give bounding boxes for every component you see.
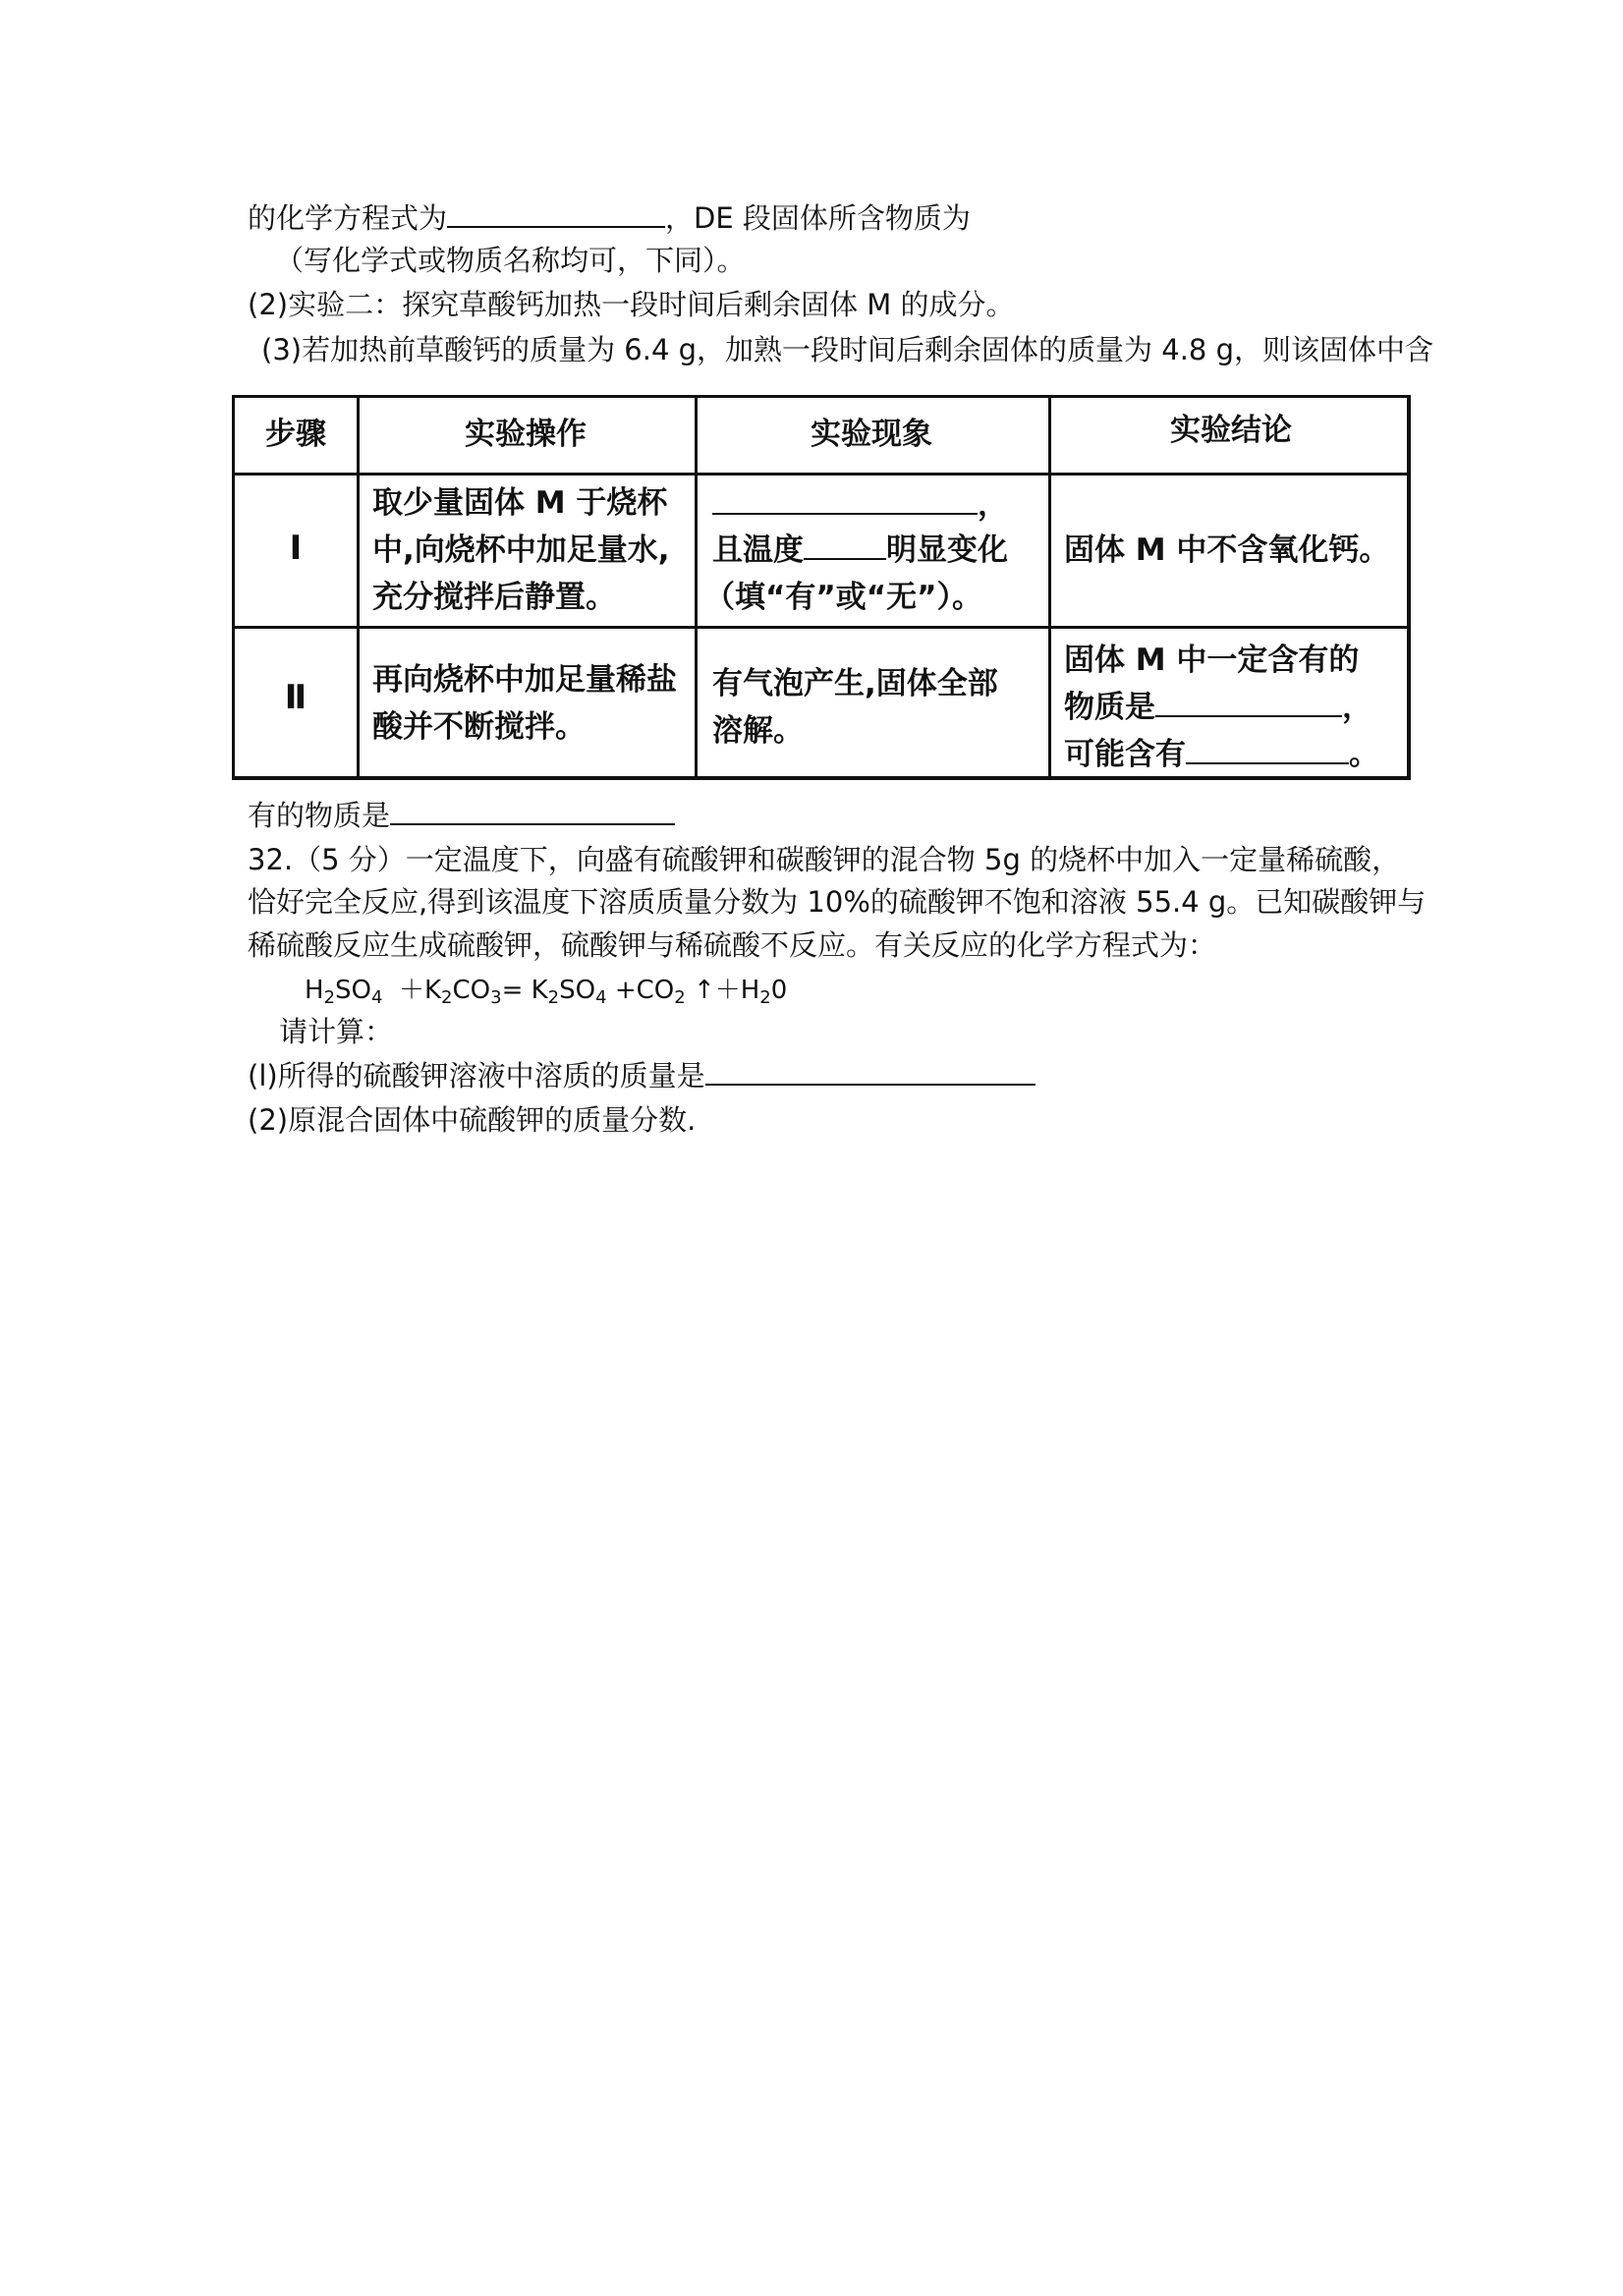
line-5 [248, 796, 675, 835]
row1-operation-3: 充分搅拌后静置。 [372, 580, 616, 615]
blank-solute-mass [705, 1056, 1035, 1086]
blank-must-contain [1155, 686, 1342, 717]
row1-phenomenon-1 [712, 480, 1008, 530]
header-step: 步骤 [265, 417, 326, 452]
blank-equation [447, 198, 665, 228]
row2-operation-2: 酸并不断搅拌。 [372, 709, 586, 745]
header-conclusion: 实验结论 [1170, 413, 1292, 448]
blank-phenomenon [712, 483, 978, 515]
header-operation: 实验操作 [465, 417, 587, 452]
q32-line-2: 恰好完全反应,得到该温度下溶质质量分数为 10%的硫酸钾不饱和溶液 55.4 g。已知碳酸钾与 [248, 885, 1427, 919]
row1-phenomenon-3: （填“有”或“无”）。 [704, 580, 982, 615]
row1-phenomenon-comma: ， [978, 487, 1008, 523]
q32-line-4: 请计算： [279, 1015, 394, 1048]
line-4: (3)若加热前草酸钙的质量为 6.4 g，加熟一段时间后剩余固体的质量为 4.8 g，则该固体中含 [261, 333, 1434, 366]
blank-contained-substance [390, 796, 675, 825]
row1-step: Ⅰ [289, 529, 303, 568]
blank-temperature [804, 529, 886, 560]
row2-step: Ⅱ [284, 678, 308, 717]
blank-may-contain [1186, 733, 1349, 764]
row2-conclusion-comma: ， [1342, 690, 1372, 725]
experiment-table [232, 395, 1411, 780]
q32-line-5: (l)所得的硫酸钾溶液中溶质的质量是 [248, 1056, 1035, 1095]
row2-phenomenon-2: 溶解。 [712, 713, 804, 749]
row2-conclusion-1: 固体 M 中一定含有的 [1064, 643, 1360, 678]
row1-phenomenon-temp: 且温度 [712, 532, 804, 568]
line-5-text: 有的物质是 [248, 799, 391, 832]
row2-conclusion-3 [1064, 730, 1379, 779]
line-1-middle: ，DE 段固体所含物质为 [665, 201, 971, 235]
q32-line-1: 32.（5 分）一定温度下，向盛有硫酸钾和碳酸钾的混合物 5g 的烧杯中加入一定量稀硫酸， [248, 843, 1401, 876]
q32-line-3: 稀硫酸反应生成硫酸钾，硫酸钾与稀硫酸不反应。有关反应的化学方程式为： [248, 928, 1217, 962]
line-1-prefix: 的化学方程式为 [248, 201, 448, 235]
row2-operation-1: 再向烧杯中加足量稀盐 [372, 662, 677, 698]
row2-conclusion-may: 可能含有 [1064, 737, 1186, 772]
row2-conclusion-period: 。 [1349, 737, 1379, 772]
row1-phenomenon-change: 明显变化 [886, 532, 1008, 568]
row1-phenomenon-2 [712, 526, 1008, 575]
row2-conclusion-must: 物质是 [1064, 690, 1155, 725]
row1-operation-2: 中,向烧杯中加足量水, [372, 532, 670, 568]
row2-phenomenon-1: 有气泡产生,固体全部 [712, 666, 998, 701]
line-2: （写化学式或物质名称均可，下同）。 [275, 244, 746, 277]
row1-operation-1: 取少量固体 M 于烧杯 [372, 485, 668, 521]
q32-line-6: (2)原混合固体中硫酸钾的质量分数. [248, 1103, 697, 1137]
q32-equation: $H_2SO_4 +K_2CO_3= K_2SO_4 +CO_2$ $↑+H_20$ [305, 976, 788, 1008]
row1-conclusion: 固体 M 中不含氧化钙。 [1064, 532, 1390, 568]
line-3: (2)实验二：探究草酸钙加热一段时间后剩余固体 M 的成分。 [248, 288, 1015, 321]
row2-conclusion-2 [1064, 683, 1372, 732]
line-1 [248, 198, 971, 238]
header-phenomenon: 实验现象 [811, 417, 932, 452]
